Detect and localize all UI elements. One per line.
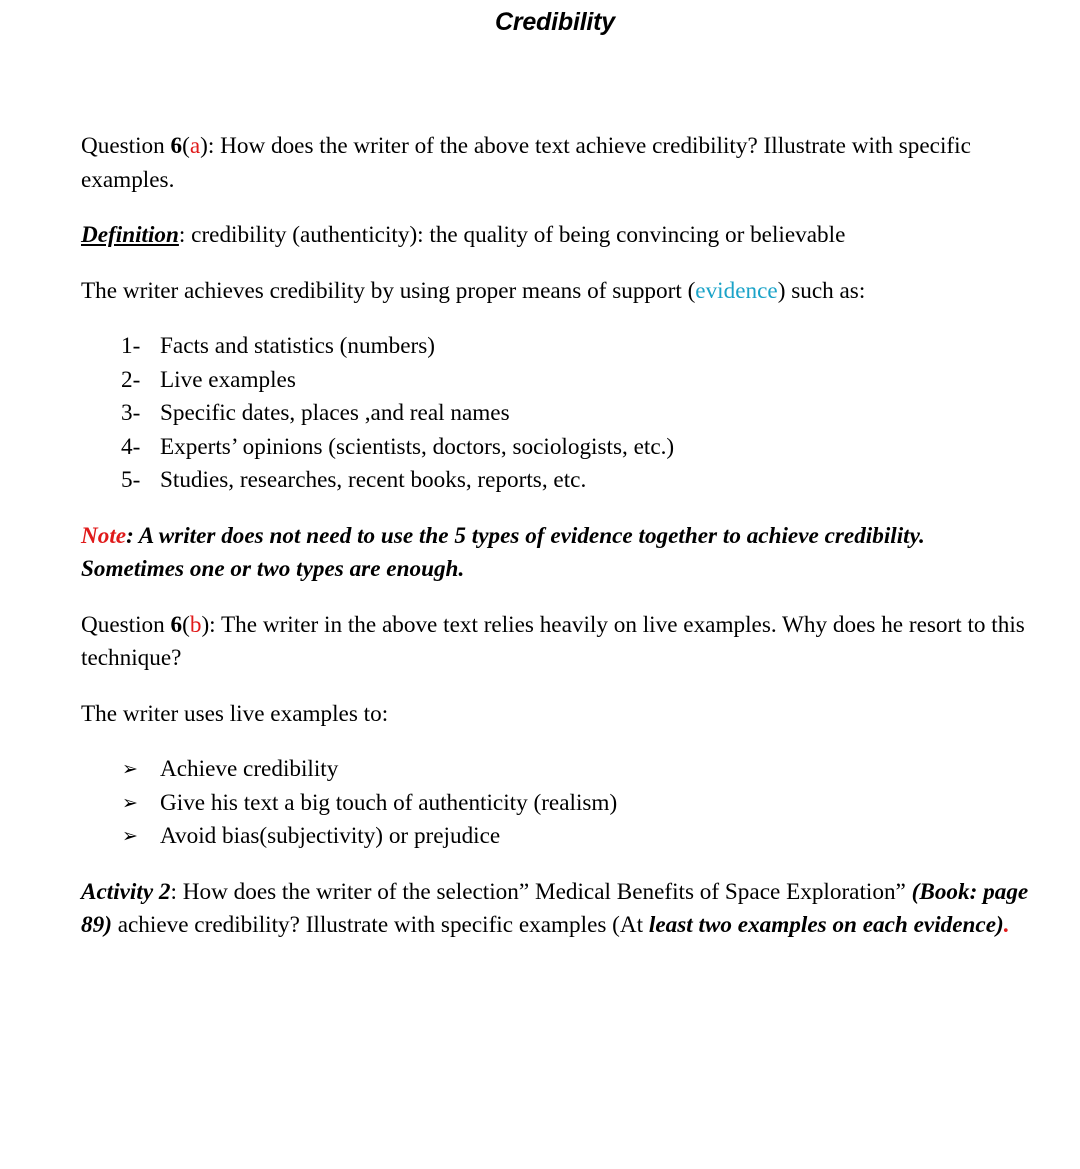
evidence-highlight: evidence [695,277,778,304]
list-item [81,397,1031,431]
question-6b [81,609,1031,676]
live-examples-list [81,753,1031,854]
page-title: Credibility [494,8,616,36]
list-item [81,820,1031,854]
list-item-text: Live examples [160,366,296,393]
note-label: Note [81,522,127,549]
list-item-text: Specific dates, places ,and real names [160,400,510,426]
support-intro-after: ) such as: [777,277,866,304]
list-item [81,364,1031,398]
list-item-text: Facts and statistics (numbers) [160,333,435,359]
support-intro-before: The writer achieves credibility by using proper means of support ( [81,277,696,304]
activity-label: Activity 2 [81,878,171,905]
list-item-number: 3- [121,400,141,426]
live-examples-intro: The writer uses live examples to: [81,700,389,727]
note-paragraph [81,520,1031,587]
definition-label: Definition [81,222,179,248]
arrow-bullet-icon: ➢ [122,825,138,847]
list-item-text: Avoid bias(subjectivity) or prejudice [160,823,501,849]
document-body [81,130,1031,943]
activity-text-2: achieve credibility? Illustrate with specific examples (At [111,912,649,938]
list-item-number: 1- [121,333,141,359]
question-6a-prefix: Question [81,133,171,159]
question-6b-letter: b [189,611,202,638]
question-6a-letter: a [189,133,201,159]
list-item-number: 4- [121,433,141,460]
list-item [81,787,1031,821]
evidence-list [81,330,1031,498]
question-6a-number: 6 [170,133,183,159]
question-6b-text: ): The writer in the above text relies heavily on live examples. Why does he resort to this technique? [81,611,1025,671]
arrow-bullet-icon: ➢ [122,791,138,814]
support-intro [81,275,1031,309]
question-6b-prefix: Question [81,611,171,638]
list-item-text: Give his text a big touch of authenticity (realism) [160,789,618,816]
list-item-number: 5- [121,467,141,493]
list-item [81,431,1031,465]
list-item [81,464,1031,498]
question-6a-text: ): How does the writer of the above text achieve credibility? Illustrate with specific examples. [81,133,971,193]
activity-end-dot: . [1003,912,1010,938]
activity-paragraph [81,876,1031,943]
question-6b-open-paren: ( [182,611,190,638]
activity-text-1: : How does the writer of the selection” Medical Benefits of Space Exploration” [170,878,912,905]
book-reference: (Book: page 89) [81,878,1029,938]
question-6a [81,130,1031,197]
definition-paragraph [81,219,1031,253]
arrow-bullet-icon: ➢ [122,758,138,780]
list-item [81,753,1031,787]
list-item-text: Studies, researches, recent books, reports, etc. [160,467,587,493]
activity-emphasis: least two examples on each evidence) [648,912,1004,938]
definition-text: : credibility (authenticity): the quality of being convincing or believable [178,222,846,248]
list-item-text: Achieve credibility [160,756,339,782]
question-6a-open-paren: ( [182,133,190,159]
list-item [81,330,1031,364]
list-item-text: Experts’ opinions (scientists, doctors, sociologists, etc.) [160,433,675,460]
note-text: : A writer does not need to use the 5 types of evidence together to achieve credibility. Sometimes one or two types are enough. [81,522,925,582]
question-6b-number: 6 [170,611,183,638]
list-item-number: 2- [121,366,141,393]
